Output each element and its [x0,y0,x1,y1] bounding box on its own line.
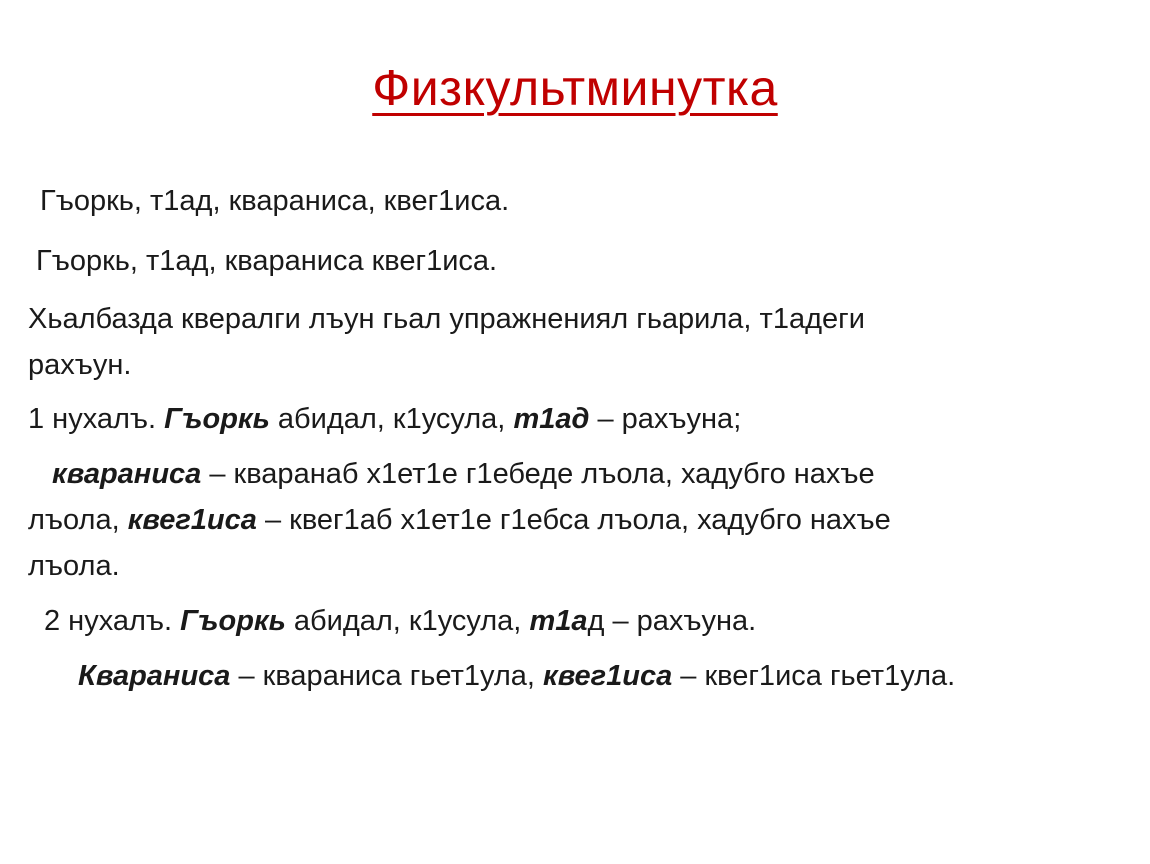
bold-term: Квараниса [78,660,231,692]
bold-term: т1а [529,605,588,637]
text-line-3a: Хьалбазда квералги лъун гьал упражнениял гьарила, т1адеги [28,303,865,335]
bold-term: квараниса [52,458,202,490]
text-run: – рахъуна; [589,403,742,435]
text-run: лъола, [28,504,128,536]
text-line-3b: рахъун. [28,349,132,381]
text-run: – квег1аб х1ет1е г1ебса лъола, хадубго нахъе [256,504,891,536]
text-run: – квег1иса гьет1ула. [672,660,956,692]
text-run: – квараниса гьет1ула, [230,660,544,692]
text-line-1: Гъоркь, т1ад, квараниса, квег1иса. [40,185,510,217]
text-run: 2 нухалъ. [44,605,181,637]
text-run: – кваранаб х1ет1е г1ебеде лъола, хадубго нахъе [201,458,875,490]
text-line-5 [52,451,1112,498]
text-line-4 [28,396,1088,443]
text-run: 1 нухалъ. [28,403,165,435]
bold-term: Гъоркь [180,605,286,637]
text-line-8 [44,598,1104,645]
bold-term: Гъоркь [164,403,270,435]
slide-title-text: Физкультминутка [372,60,778,116]
text-line-6 [28,497,1088,544]
bold-term: т1ад [513,403,590,435]
text-line-7: лъола. [28,550,120,582]
text-run: абидал, к1усула, [269,403,514,435]
text-line-2: Гъоркь, т1ад, квараниса квег1иса. [36,245,498,277]
text-run: д – рахъуна. [587,605,757,637]
bold-term: квег1иса [127,504,257,536]
text-line-9 [78,653,1138,700]
bold-term: квег1иса [543,660,673,692]
slide-title [0,56,1150,120]
text-run: абидал, к1усула, [285,605,530,637]
